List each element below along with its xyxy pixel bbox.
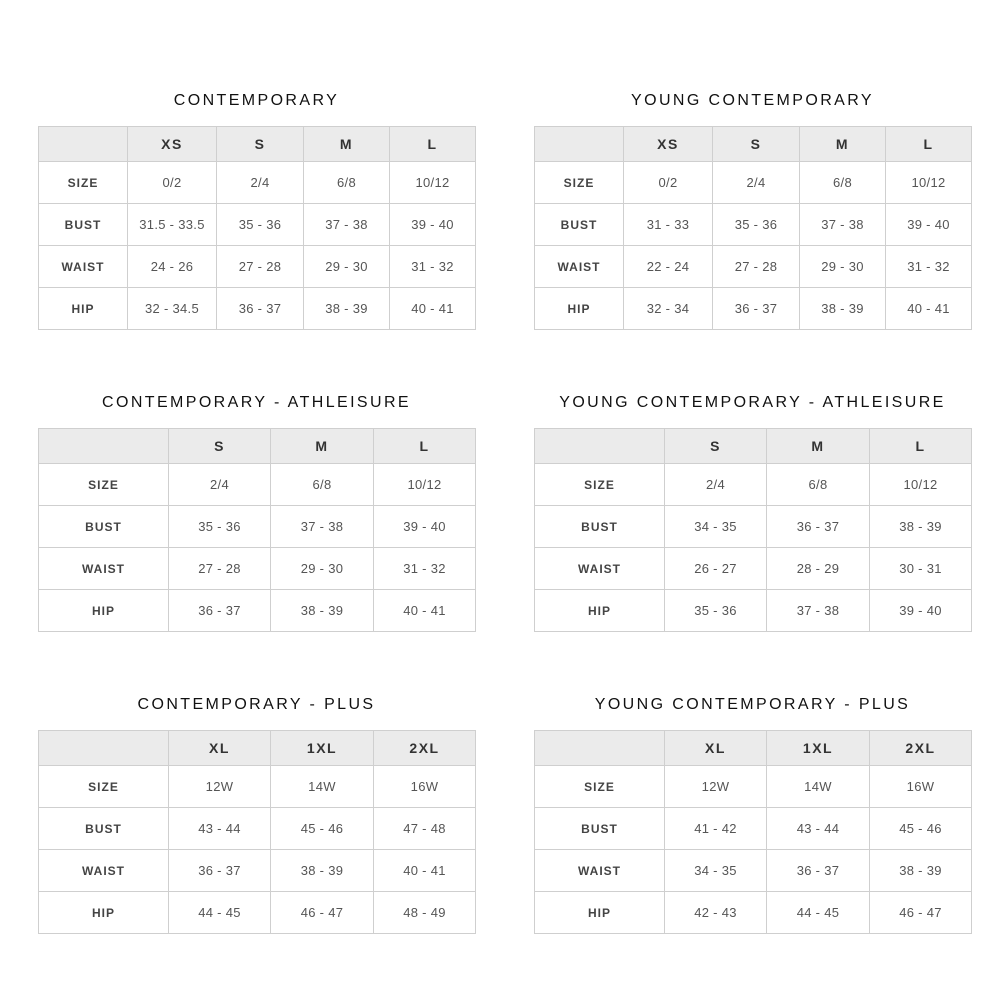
table-cell: 40 - 41 <box>390 288 476 330</box>
table-cell: 42 - 43 <box>665 892 767 934</box>
table-row <box>39 204 476 246</box>
header-cell-s: S <box>713 127 800 162</box>
row-label-bust: BUST <box>39 808 169 850</box>
table-row <box>39 892 476 934</box>
table-cell: 16W <box>374 766 476 808</box>
table-cell: 32 - 34 <box>624 288 713 330</box>
table-cell: 0/2 <box>128 162 217 204</box>
table-cell: 39 - 40 <box>374 506 476 548</box>
header-cell-1xl: 1XL <box>271 731 374 766</box>
table-cell: 10/12 <box>886 162 972 204</box>
table-cell: 27 - 28 <box>169 548 271 590</box>
table-cell: 38 - 39 <box>304 288 390 330</box>
header-cell-2xl: 2XL <box>870 731 972 766</box>
size-chart-young-contemporary-plus <box>534 696 971 938</box>
table-row <box>535 204 972 246</box>
table-row <box>39 506 476 548</box>
table-cell: 12W <box>665 766 767 808</box>
row-label-bust: BUST <box>535 808 665 850</box>
table-cell: 45 - 46 <box>870 808 972 850</box>
row-label-hip: HIP <box>39 590 169 632</box>
size-table <box>534 730 972 934</box>
table-row <box>535 162 972 204</box>
table-cell: 35 - 36 <box>665 590 767 632</box>
table-cell: 46 - 47 <box>271 892 374 934</box>
table-cell: 38 - 39 <box>870 850 972 892</box>
size-chart-contemporary-plus <box>38 696 475 938</box>
table-cell: 6/8 <box>271 464 374 506</box>
table-row <box>535 892 972 934</box>
table-cell: 31 - 32 <box>390 246 476 288</box>
row-label-bust: BUST <box>39 204 128 246</box>
table-cell: 37 - 38 <box>800 204 886 246</box>
table-cell: 28 - 29 <box>767 548 870 590</box>
table-row <box>39 766 476 808</box>
header-cell-blank <box>535 127 624 162</box>
table-row <box>39 548 476 590</box>
header-cell-blank <box>535 429 665 464</box>
table-row <box>39 590 476 632</box>
table-cell: 35 - 36 <box>713 204 800 246</box>
table-cell: 2/4 <box>665 464 767 506</box>
row-label-hip: HIP <box>39 288 128 330</box>
table-cell: 37 - 38 <box>767 590 870 632</box>
row-label-size: SIZE <box>535 162 624 204</box>
row-label-waist: WAIST <box>39 246 128 288</box>
row-label-hip: HIP <box>535 288 624 330</box>
row-label-hip: HIP <box>535 590 665 632</box>
table-cell: 31 - 32 <box>886 246 972 288</box>
header-row <box>535 429 972 464</box>
table-cell: 10/12 <box>870 464 972 506</box>
header-cell-m: M <box>800 127 886 162</box>
table-row <box>535 766 972 808</box>
row-label-waist: WAIST <box>535 246 624 288</box>
header-cell-blank <box>39 429 169 464</box>
table-cell: 30 - 31 <box>870 548 972 590</box>
chart-title: YOUNG CONTEMPORARY <box>631 92 874 109</box>
row-label-size: SIZE <box>39 464 169 506</box>
table-cell: 39 - 40 <box>390 204 476 246</box>
table-cell: 14W <box>271 766 374 808</box>
table-cell: 46 - 47 <box>870 892 972 934</box>
row-label-size: SIZE <box>535 464 665 506</box>
header-row <box>535 731 972 766</box>
table-cell: 10/12 <box>390 162 476 204</box>
header-cell-blank <box>39 731 169 766</box>
header-cell-m: M <box>304 127 390 162</box>
table-cell: 6/8 <box>304 162 390 204</box>
table-row <box>535 850 972 892</box>
size-chart-young-contemporary-athleisure <box>534 394 971 636</box>
row-label-size: SIZE <box>39 766 169 808</box>
row-label-hip: HIP <box>535 892 665 934</box>
table-cell: 37 - 38 <box>271 506 374 548</box>
row-label-waist: WAIST <box>39 850 169 892</box>
row-label-waist: WAIST <box>535 850 665 892</box>
table-cell: 36 - 37 <box>217 288 304 330</box>
size-table <box>38 126 476 330</box>
table-row <box>39 288 476 330</box>
table-row <box>39 850 476 892</box>
header-row <box>39 429 476 464</box>
header-cell-l: L <box>374 429 476 464</box>
table-cell: 36 - 37 <box>767 506 870 548</box>
row-label-waist: WAIST <box>39 548 169 590</box>
header-cell-blank <box>39 127 128 162</box>
size-chart-contemporary-athleisure <box>38 394 475 636</box>
header-cell-xl: XL <box>169 731 271 766</box>
table-cell: 36 - 37 <box>767 850 870 892</box>
table-cell: 24 - 26 <box>128 246 217 288</box>
table-cell: 31 - 32 <box>374 548 476 590</box>
table-cell: 44 - 45 <box>767 892 870 934</box>
header-cell-m: M <box>271 429 374 464</box>
table-cell: 36 - 37 <box>169 590 271 632</box>
table-cell: 31 - 33 <box>624 204 713 246</box>
row-label-bust: BUST <box>39 506 169 548</box>
table-cell: 40 - 41 <box>374 590 476 632</box>
table-cell: 47 - 48 <box>374 808 476 850</box>
chart-title: CONTEMPORARY - PLUS <box>137 696 376 713</box>
table-cell: 31.5 - 33.5 <box>128 204 217 246</box>
row-label-size: SIZE <box>39 162 128 204</box>
table-cell: 14W <box>767 766 870 808</box>
header-row <box>39 731 476 766</box>
chart-title: YOUNG CONTEMPORARY - PLUS <box>594 696 911 713</box>
header-cell-s: S <box>665 429 767 464</box>
header-cell-xs: XS <box>128 127 217 162</box>
table-cell: 40 - 41 <box>374 850 476 892</box>
header-cell-blank <box>535 731 665 766</box>
size-table <box>534 126 972 330</box>
table-cell: 29 - 30 <box>271 548 374 590</box>
table-cell: 22 - 24 <box>624 246 713 288</box>
chart-title: CONTEMPORARY - ATHLEISURE <box>102 394 411 411</box>
table-cell: 39 - 40 <box>886 204 972 246</box>
table-row <box>535 288 972 330</box>
table-cell: 2/4 <box>217 162 304 204</box>
table-cell: 38 - 39 <box>271 590 374 632</box>
header-cell-s: S <box>217 127 304 162</box>
header-cell-l: L <box>886 127 972 162</box>
table-cell: 32 - 34.5 <box>128 288 217 330</box>
table-cell: 44 - 45 <box>169 892 271 934</box>
table-cell: 29 - 30 <box>304 246 390 288</box>
header-cell-m: M <box>767 429 870 464</box>
table-cell: 29 - 30 <box>800 246 886 288</box>
table-row <box>535 590 972 632</box>
header-cell-s: S <box>169 429 271 464</box>
header-cell-l: L <box>870 429 972 464</box>
chart-title: YOUNG CONTEMPORARY - ATHLEISURE <box>559 394 946 411</box>
row-label-size: SIZE <box>535 766 665 808</box>
table-cell: 43 - 44 <box>169 808 271 850</box>
table-row <box>535 246 972 288</box>
table-cell: 38 - 39 <box>800 288 886 330</box>
row-label-bust: BUST <box>535 204 624 246</box>
header-cell-2xl: 2XL <box>374 731 476 766</box>
table-cell: 16W <box>870 766 972 808</box>
table-row <box>535 808 972 850</box>
table-cell: 36 - 37 <box>713 288 800 330</box>
table-cell: 48 - 49 <box>374 892 476 934</box>
table-cell: 45 - 46 <box>271 808 374 850</box>
table-cell: 34 - 35 <box>665 506 767 548</box>
table-cell: 27 - 28 <box>217 246 304 288</box>
table-row <box>535 464 972 506</box>
table-cell: 38 - 39 <box>271 850 374 892</box>
size-chart-contemporary <box>38 92 475 334</box>
table-cell: 26 - 27 <box>665 548 767 590</box>
table-cell: 10/12 <box>374 464 476 506</box>
table-cell: 40 - 41 <box>886 288 972 330</box>
table-cell: 27 - 28 <box>713 246 800 288</box>
header-row <box>535 127 972 162</box>
row-label-waist: WAIST <box>535 548 665 590</box>
table-cell: 2/4 <box>713 162 800 204</box>
table-cell: 39 - 40 <box>870 590 972 632</box>
row-label-bust: BUST <box>535 506 665 548</box>
table-row <box>39 162 476 204</box>
size-chart-young-contemporary <box>534 92 971 334</box>
table-cell: 35 - 36 <box>169 506 271 548</box>
header-row <box>39 127 476 162</box>
table-cell: 6/8 <box>767 464 870 506</box>
table-cell: 0/2 <box>624 162 713 204</box>
table-cell: 35 - 36 <box>217 204 304 246</box>
header-cell-1xl: 1XL <box>767 731 870 766</box>
table-row <box>39 464 476 506</box>
table-cell: 38 - 39 <box>870 506 972 548</box>
table-cell: 37 - 38 <box>304 204 390 246</box>
size-table <box>38 730 476 934</box>
size-table <box>38 428 476 632</box>
table-row <box>535 548 972 590</box>
header-cell-xs: XS <box>624 127 713 162</box>
size-table <box>534 428 972 632</box>
table-cell: 34 - 35 <box>665 850 767 892</box>
chart-title: CONTEMPORARY <box>173 92 340 109</box>
table-cell: 6/8 <box>800 162 886 204</box>
table-row <box>39 246 476 288</box>
table-cell: 41 - 42 <box>665 808 767 850</box>
table-cell: 36 - 37 <box>169 850 271 892</box>
table-row <box>535 506 972 548</box>
row-label-hip: HIP <box>39 892 169 934</box>
header-cell-xl: XL <box>665 731 767 766</box>
table-cell: 2/4 <box>169 464 271 506</box>
table-cell: 12W <box>169 766 271 808</box>
table-cell: 43 - 44 <box>767 808 870 850</box>
header-cell-l: L <box>390 127 476 162</box>
table-row <box>39 808 476 850</box>
